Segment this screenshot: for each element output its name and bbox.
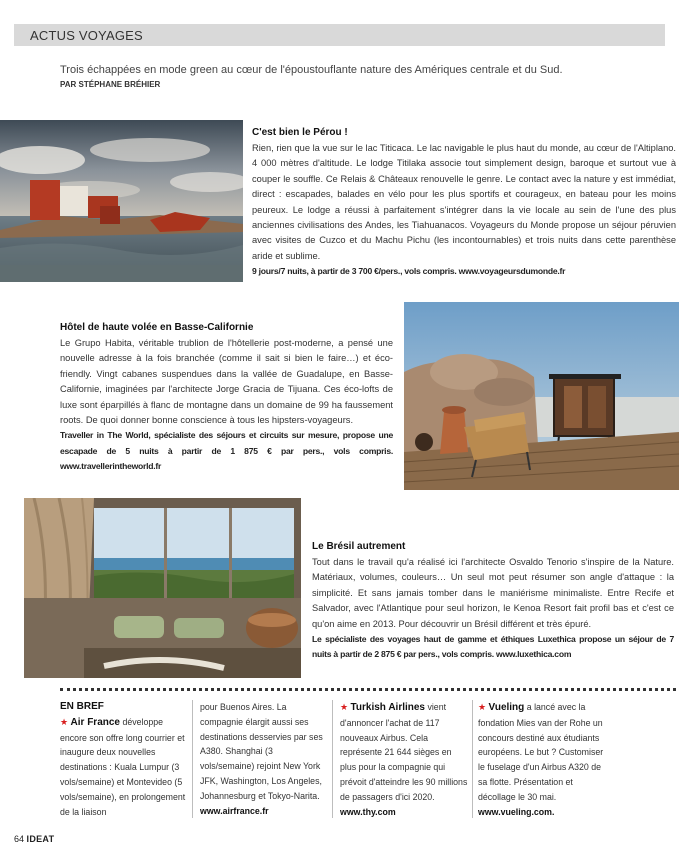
brief-column-turkish: [340, 700, 468, 819]
article-body: Tout dans le travail qu'a réalisé ici l'architecte Osvaldo Tenorio s'inspire de la Nature. Matériaux, volumes, couleurs… Un seul mot peut résumer son angle d'attaque : la simplicité. Et sans jamais tomber dans le maniérisme minimaliste. Entre Recife et Salvador, avec l'Atlantique pour seul horizon, le Kenoa Resort fait profil bas et c'est ce qu'on aime en 2013. Pour découvrir un Brésil différent et très épuré.: [312, 557, 674, 629]
baja-california-cabin-photo: [404, 302, 679, 490]
article-body: Rien, rien que la vue sur le lac Titicaca. Le lac navigable le plus haut du monde, au cœur de l'Altiplano. 4 000 mètres d'altitude. Le lodge Titilaka associe tout simplement design, baroque et surtout vue à couper le souffle. Ce Relais & Châteaux renouvelle le genre. Le contact avec la nature y est immédiat, direct : escapades, balades en vélo pour les plus sportifs et courageux, en bateau pour les moins peureux. Le lodge a réussi à parfaitement s'intégrer dans la vie locale au sein de l'une des plus anciennes civilisations des Andes, les Tiahuanacos. Voyageurs du Monde propose un séjour péruvien avec visites de Cuzco et du Machu Pichu (les incontournables) et trois nuits dans cette parenthèse aride et sublime.: [252, 143, 676, 261]
brazil-resort-room-photo: [24, 498, 301, 678]
article-title: Hôtel de haute volée en Basse-Californie: [60, 322, 254, 333]
brief-url: www.airfrance.fr: [200, 805, 269, 816]
star-icon: ★: [60, 716, 69, 727]
column-separator: [472, 700, 473, 818]
brief-divider: [60, 688, 679, 691]
brief-text: vient d'annoncer l'achat de 117 nouveaux Airbus. Cela représente 21 644 sièges en plus pour la compagnie qui prévoit d'atteindre les 90 millions de passagers d'ici 2020.: [340, 702, 468, 802]
brief-column-air-france: [60, 700, 188, 819]
magazine-name: IDEAT: [26, 834, 55, 844]
article-title: Le Brésil autrement: [312, 541, 406, 552]
star-icon: ★: [478, 702, 487, 712]
brief-brand: Air France: [70, 716, 120, 728]
brief-column-air-france-cont: [200, 700, 328, 818]
intro-text: Trois échappées en mode green au cœur de l'époustouflante nature des Amériques centrale et du Sud.: [60, 64, 563, 76]
brief-text: développe encore son offre long courrier et inaugure deux nouvelles destinations : Kuala Lumpur (3 vols/semaine) et Montevideo (5 vols/semaine), en prolongement de la liaison: [60, 716, 186, 817]
brief-url: www.vueling.com.: [478, 806, 555, 817]
brief-title: EN BREF: [60, 701, 104, 712]
brief-brand: Turkish Airlines: [350, 702, 425, 713]
article-brazil: [312, 540, 674, 663]
section-title: ACTUS VOYAGES: [30, 28, 143, 43]
article-baja: [60, 321, 393, 475]
article-cta: 9 jours/7 nuits, à partir de 3 700 €/pers., vols compris. www.voyageursdumonde.fr: [252, 266, 566, 277]
column-separator: [192, 700, 193, 818]
brief-brand: Vueling: [488, 702, 525, 713]
byline: PAR STÉPHANE BRÉHIER: [60, 80, 161, 89]
page-footer: [14, 834, 54, 844]
page-number: 64: [14, 834, 25, 844]
brief-url: www.thy.com: [340, 806, 396, 817]
article-peru: [252, 126, 676, 280]
article-cta: Traveller in The World, spécialiste des séjours et circuits sur mesure, propose une escapade de 5 nuits à partir de 1 875 € par pers., vols compris. www.travellerintheworld.fr: [60, 430, 393, 472]
article-body: Le Grupo Habita, véritable trublion de l'hôtellerie post-moderne, a pensé une nouvelle adresse à la fois branchée (comme il sait si bien le faire…) et éco-friendly. Vingt cabanes suspendues dans la vallée de Guadalupe, en Basse-Californie, imaginées par l'architecte Jorge Gracia de Tijuana. Ces éco-lofts de luxe sont éparpillés à flanc de montagne dans un domaine de 99 ha faussement roots. De quoi donner bonne conscience à tous les hipsters-voyageurs.: [60, 338, 393, 426]
brief-text: pour Buenos Aires. La compagnie élargit aussi ses destinations desservies par ses A380. Shanghai (3 vols/semaine) rejoint New York JFK, Washington, Los Angeles, Johannesburg et Tokyo-Narita.: [200, 702, 323, 801]
column-separator: [332, 700, 333, 818]
peru-lake-lodge-photo: [0, 120, 243, 282]
section-header-bar: [14, 24, 665, 46]
article-title: C'est bien le Pérou !: [252, 127, 348, 138]
star-icon: ★: [340, 702, 349, 712]
brief-text: a lancé avec la fondation Mies van der Rohe un concours destiné aux étudiants européens. Le but ? Customiser le fuselage d'un Airbus A320 de sa flotte. Présentation et décollage le 30 mai.: [478, 702, 604, 802]
brief-column-vueling: [478, 700, 612, 819]
article-cta: Le spécialiste des voyages haut de gamme et éthiques Luxethica propose un séjour de 7 nuits à partir de 2 875 € par pers., vols compris. www.luxethica.com: [312, 634, 674, 660]
brief-item: [60, 715, 188, 820]
